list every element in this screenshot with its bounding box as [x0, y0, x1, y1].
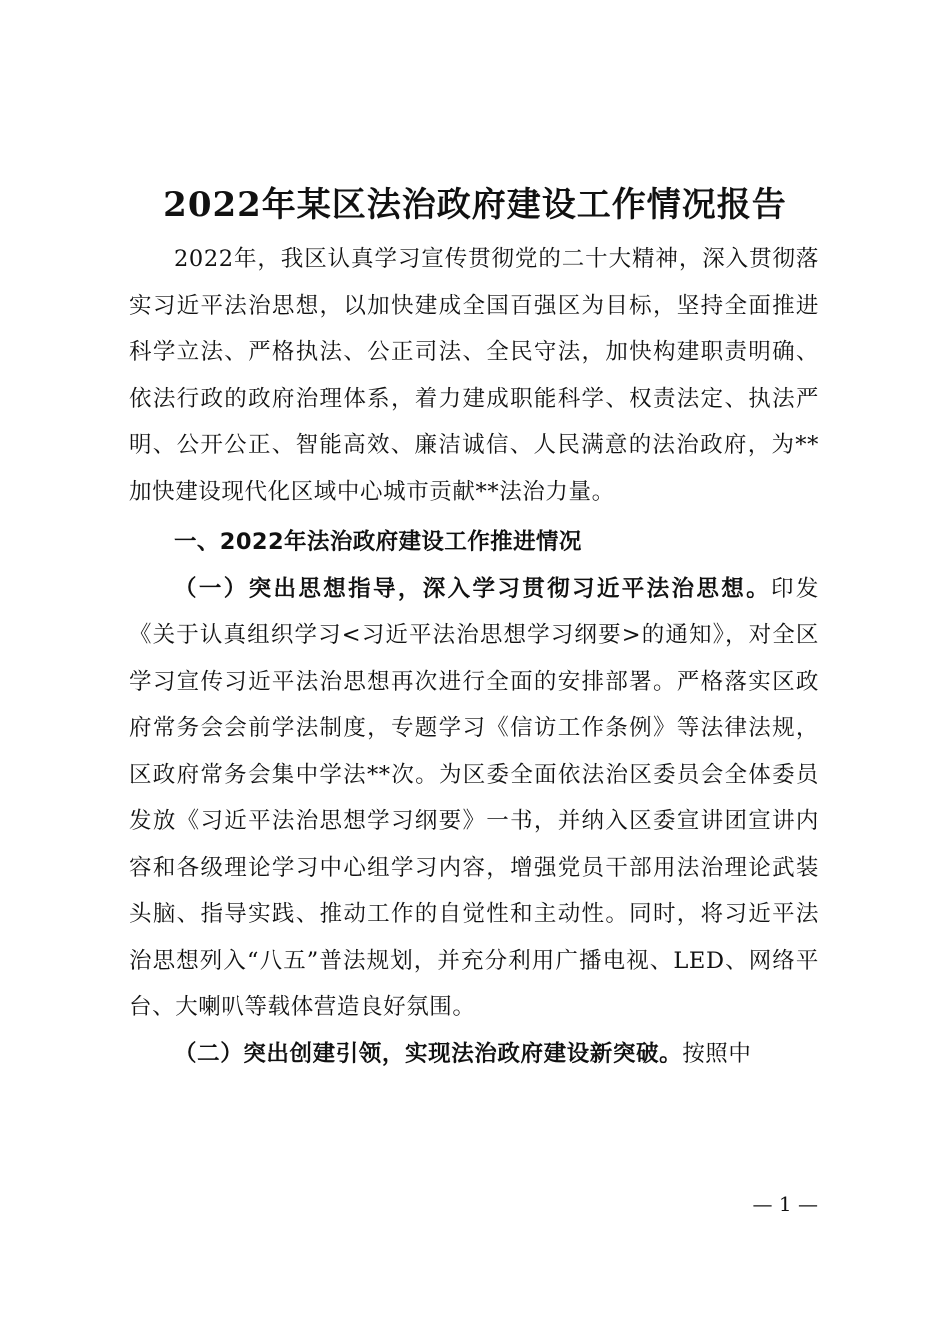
subsection-lead-2: （二）突出创建引领，实现法治政府建设新突破。 [174, 1040, 683, 1067]
subsection-lead-1: （一）突出思想指导，深入学习贯彻习近平法治思想。 [174, 575, 772, 602]
page-number: — 1 — [752, 1192, 818, 1216]
subsection-paragraph-1 [129, 566, 819, 1031]
subsection-text-2: 按照中 [682, 1040, 752, 1067]
subsection-text-1: 印发《关于认真组织学习<习近平法治思想学习纲要>的通知》，对全区学习宣传习近平法治思想再次进行全面的安排部署。严格落实区政府常务会会前学法制度，专题学习《信访工作条例》等法律法规，区政府常务会集中学法**次。为区委全面依法治区委员会全体委员发放《习近平法治思想学习纲要》一书，并纳入区委宣讲团宣讲内容和各级理论学习中心组学习内容，增强党员干部用法治理论武装头脑、指导实践、推动工作的自觉性和主动性。同时，将习近平法治思想列入“八五”普法规划，并充分利用广播电视、LED、网络平台、大喇叭等载体营造良好氛围。 [129, 575, 820, 1020]
subsection-paragraph-2 [129, 1031, 819, 1078]
section-heading-1: 一、2022年法治政府建设工作推进情况 [174, 529, 582, 555]
intro-paragraph: 2022年，我区认真学习宣传贯彻党的二十大精神，深入贯彻落实习近平法治思想，以加快建成全国百强区为目标，坚持全面推进科学立法、严格执法、公正司法、全民守法，加快构建职责明确、依法行政的政府治理体系，着力建成职能科学、权责法定、执法严明、公开公正、智能高效、廉洁诚信、人民满意的法治政府，为**加快建设现代化区域中心城市贡献**法治力量。 [129, 246, 819, 505]
document-body [129, 236, 819, 1077]
document-title: 2022年某区法治政府建设工作情况报告 [163, 185, 787, 225]
